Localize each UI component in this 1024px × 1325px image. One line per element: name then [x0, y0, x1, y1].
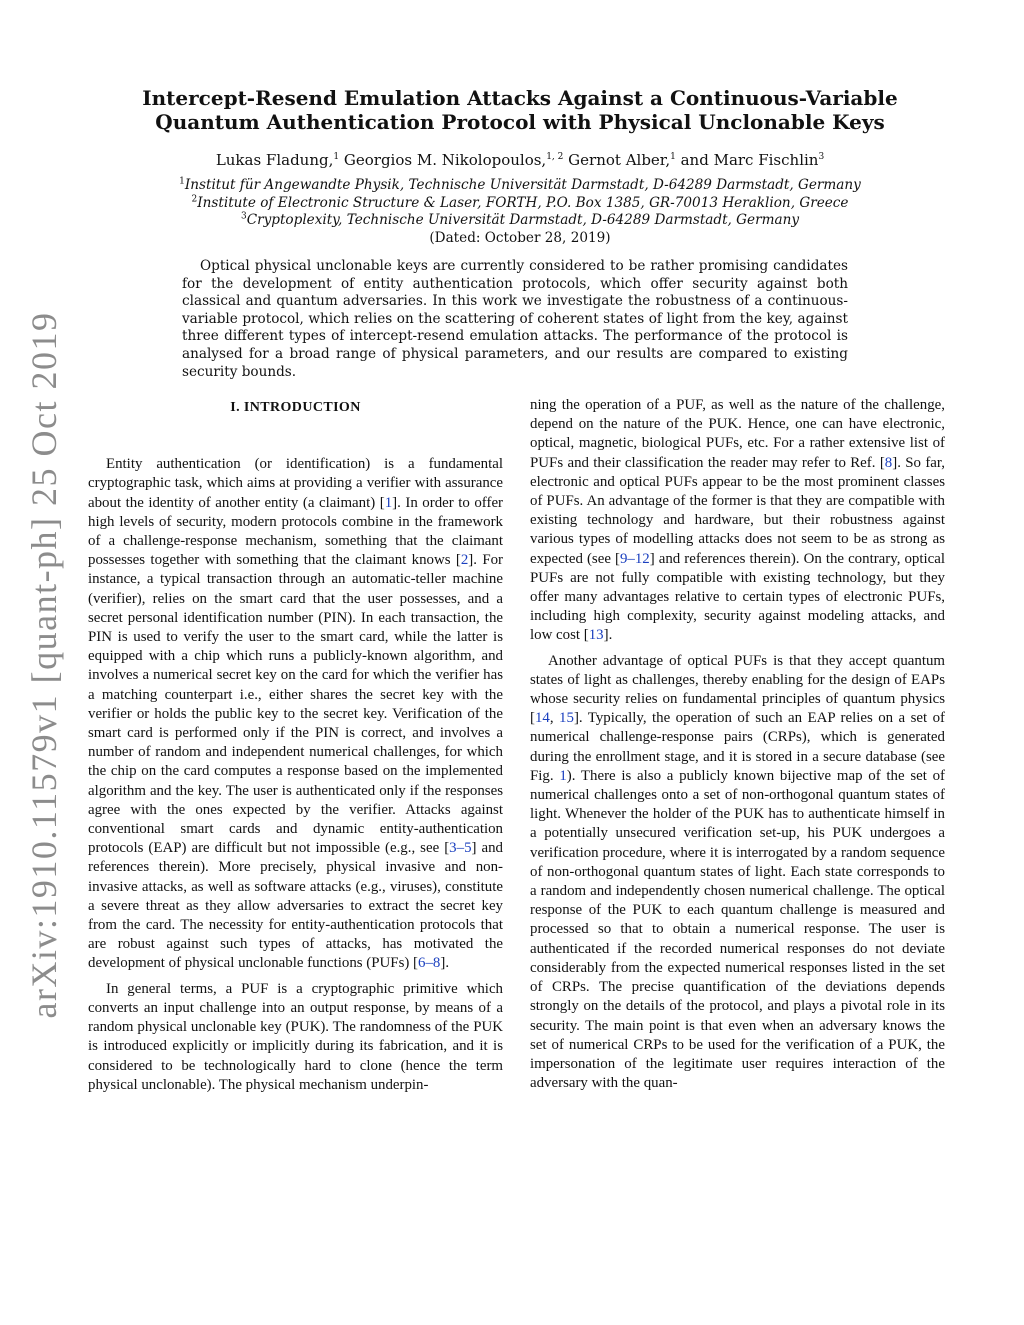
- text-run: ]. In order to offer high levels of security, modern protocols combine in the framework of a challenge-response mechanism, something that the claimant possesses together with something that the claimant knows [: [88, 494, 504, 569]
- text-run: ). There is also a publicly known bijective map of the set of numerical challenges onto a set of non-orthogonal quantum states of light. Whenever the holder of the PUK has to authenticate himself in a potentially unsecured verification set-up, his PUK undergoes a verification procedure, where it is interrogated by a random sequence of non-orthogonal quantum states of light. Each state corresponds to a random and independently chosen numerical challenge. The optical response of the PUK to each quantum challenge is measured and processed so that to obtain a numerical response. The user is authenticated if the recorded numerical responses do not deviate considerably from the expected numerical responses listed in the set of CRPs. The precise quantification of the deviations depends strongly on the details of the protocol, and plays a pivotal role in its security. The main point is that even when an adversary knows the set of numerical CRPs to be used for the verification of a PUK, the impersonation of the legitimate user requires interaction of the adversary with the quan-: [530, 767, 945, 1092]
- section-heading: I. INTRODUCTION: [230, 400, 361, 415]
- paragraph: In general terms, a PUF is a cryptographic primitive which converts an input challenge into an output response, by means of a random physical unclonable key (PUK). The randomness of the PUK is introduced explicitly or implicitly during its fabrication, and it is considered to be technologically hard to clone (hence the term physical unclonable). The physical mechanism underpin-: [88, 980, 503, 1093]
- author-list: [110, 150, 930, 170]
- paper-title: Intercept-Resend Emulation Attacks Against a Continuous-Variable Quantum Authentication Protocol with Physical Unclonable Keys: [142, 86, 898, 134]
- text-run: ].: [603, 627, 613, 644]
- text-run: ] and references therein). More precisely, physical invasive and non-invasive attacks, as well as software attacks (e.g., viruses), constitute a severe threat as they allow adversaries to extract the secret key from the card. The necessity for entity-authentication protocols that are robust against such types of attacks, has motivated the development of physical unclonable functions (PUFs) [: [88, 840, 503, 972]
- text-run: ] and references therein). On the contrary, optical PUFs are not fully compatible with existing technology, but they offer many advantages relative to certain types of electronic PUFs, including high complexity, security against modeling attacks, and low cost [: [530, 550, 945, 644]
- text-run: ]. So far, electronic and optical PUFs appear to be the most prominent classes of PUFs. An advantage of the former is that they are compatible with existing technology and hardware, but their robustness against various types of modelling attacks does not seem to be as strong as expected (see [: [530, 454, 945, 567]
- left-column: [88, 396, 503, 1095]
- text-run: Another advantage of optical PUFs is that they accept quantum states of light as challenges, thereby enabling for the design of EAPs whose security relies on fundamental principles of quantum physics [: [530, 652, 945, 727]
- arxiv-sidebar: [0, 0, 88, 1325]
- author: and Marc Fischlin$^3$: [680, 151, 825, 169]
- citation-link[interactable]: 3–5: [449, 840, 472, 857]
- citation-link[interactable]: 6–8: [418, 955, 441, 972]
- abstract-text: Optical physical unclonable keys are currently considered to be rather promising candidates for the development of entity authentication protocols, which offer security against both classical and quantum adversaries. In this work we investigate the robustness of a continuous-variable protocol, which relies on the scattering of coherent states of light from the key, against three different types of intercept-resend emulation attacks. The performance of the protocol is analysed for a broad range of physical parameters, and our results are compared to existing security bounds.: [182, 258, 848, 380]
- affiliations: [110, 177, 930, 247]
- citation-link[interactable]: 1: [384, 494, 393, 511]
- affiliation: $^1$Institut für Angewandte Physik, Technische Universität Darmstadt, D-64289 Darmstadt, Germany: [179, 176, 861, 193]
- citation-link[interactable]: 15: [559, 710, 574, 727]
- arxiv-identifier: arXiv:1910.11579v1 [quant-ph] 25 Oct 2019: [24, 311, 64, 1019]
- text-run: ].: [440, 955, 450, 972]
- citation-link[interactable]: 2: [460, 552, 469, 569]
- citation-link[interactable]: 9–12: [619, 550, 650, 567]
- text-run: ]. Typically, the operation of such an EAP relies on a set of numerical challenge-response pairs (CRPs), which is generated during the enrollment stage, and it is stored in a secure database (see Fig.: [530, 710, 945, 784]
- paragraph: [88, 455, 503, 973]
- text-run: ning the operation of a PUF, as well as the nature of the challenge, depend on the nature of the PUK. Hence, one can have electronic, optical, magnetic, biological PUFs, etc. For a rather extensive list of PUFs and their classification the reader may refer to Ref. [: [530, 397, 945, 471]
- author: Georgios M. Nikolopoulos,$^{1, 2}$: [343, 151, 564, 169]
- citation-link[interactable]: 14: [534, 710, 550, 727]
- paragraph: [530, 396, 945, 646]
- author: Gernot Alber,$^1$: [568, 151, 676, 169]
- citation-link[interactable]: 13: [588, 627, 604, 644]
- citation-link[interactable]: 1: [559, 767, 567, 784]
- right-column: [530, 396, 945, 1093]
- citation-link[interactable]: 8: [884, 454, 893, 471]
- affiliation: $^2$Institute of Electronic Structure & Laser, FORTH, P.O. Box 1385, GR-70013 Heraklion, Greece: [191, 193, 849, 211]
- abstract: [182, 258, 848, 381]
- paragraph: [530, 652, 945, 1094]
- text-run: ,: [549, 710, 560, 727]
- affiliation: $^3$Cryptoplexity, Technische Universität Darmstadt, D-64289 Darmstadt, Germany: [240, 211, 800, 228]
- text-run: ]. For instance, a typical transaction through an automatic-teller machine (verifier), relies on the smart card that the user possesses, and a secret personal identification number (PIN). In each transaction, the PIN is used to verify the user to the smart card, while the latter is equipped with a chip which runs a publicly-known algorithm, and involves a numerical secret key on the card for which the verifier has a matching counterpart i.e., either shares the secret key with the verifier or holds the public key to the secret key. Verification of the smart card is performed only if the PIN is correct, and involves a number of random and independent numerical challenges, for which the chip on the card computes a response based on the implemented algorithm and the key. The user is authenticated only if the responses agree with the ones expected by the verifier. Attacks against conventional smart cards and dynamic entity-authentication protocols (EAP) are difficult but not impossible (e.g., see [: [88, 552, 503, 857]
- text-run: Entity authentication (or identification) is a fundamental cryptographic task, which aims at providing a verifier with assurance about the identity of another entity (a claimant) [: [88, 456, 503, 511]
- author: Lukas Fladung,$^1$: [215, 151, 340, 169]
- date-line: (Dated: October 28, 2019): [429, 229, 611, 246]
